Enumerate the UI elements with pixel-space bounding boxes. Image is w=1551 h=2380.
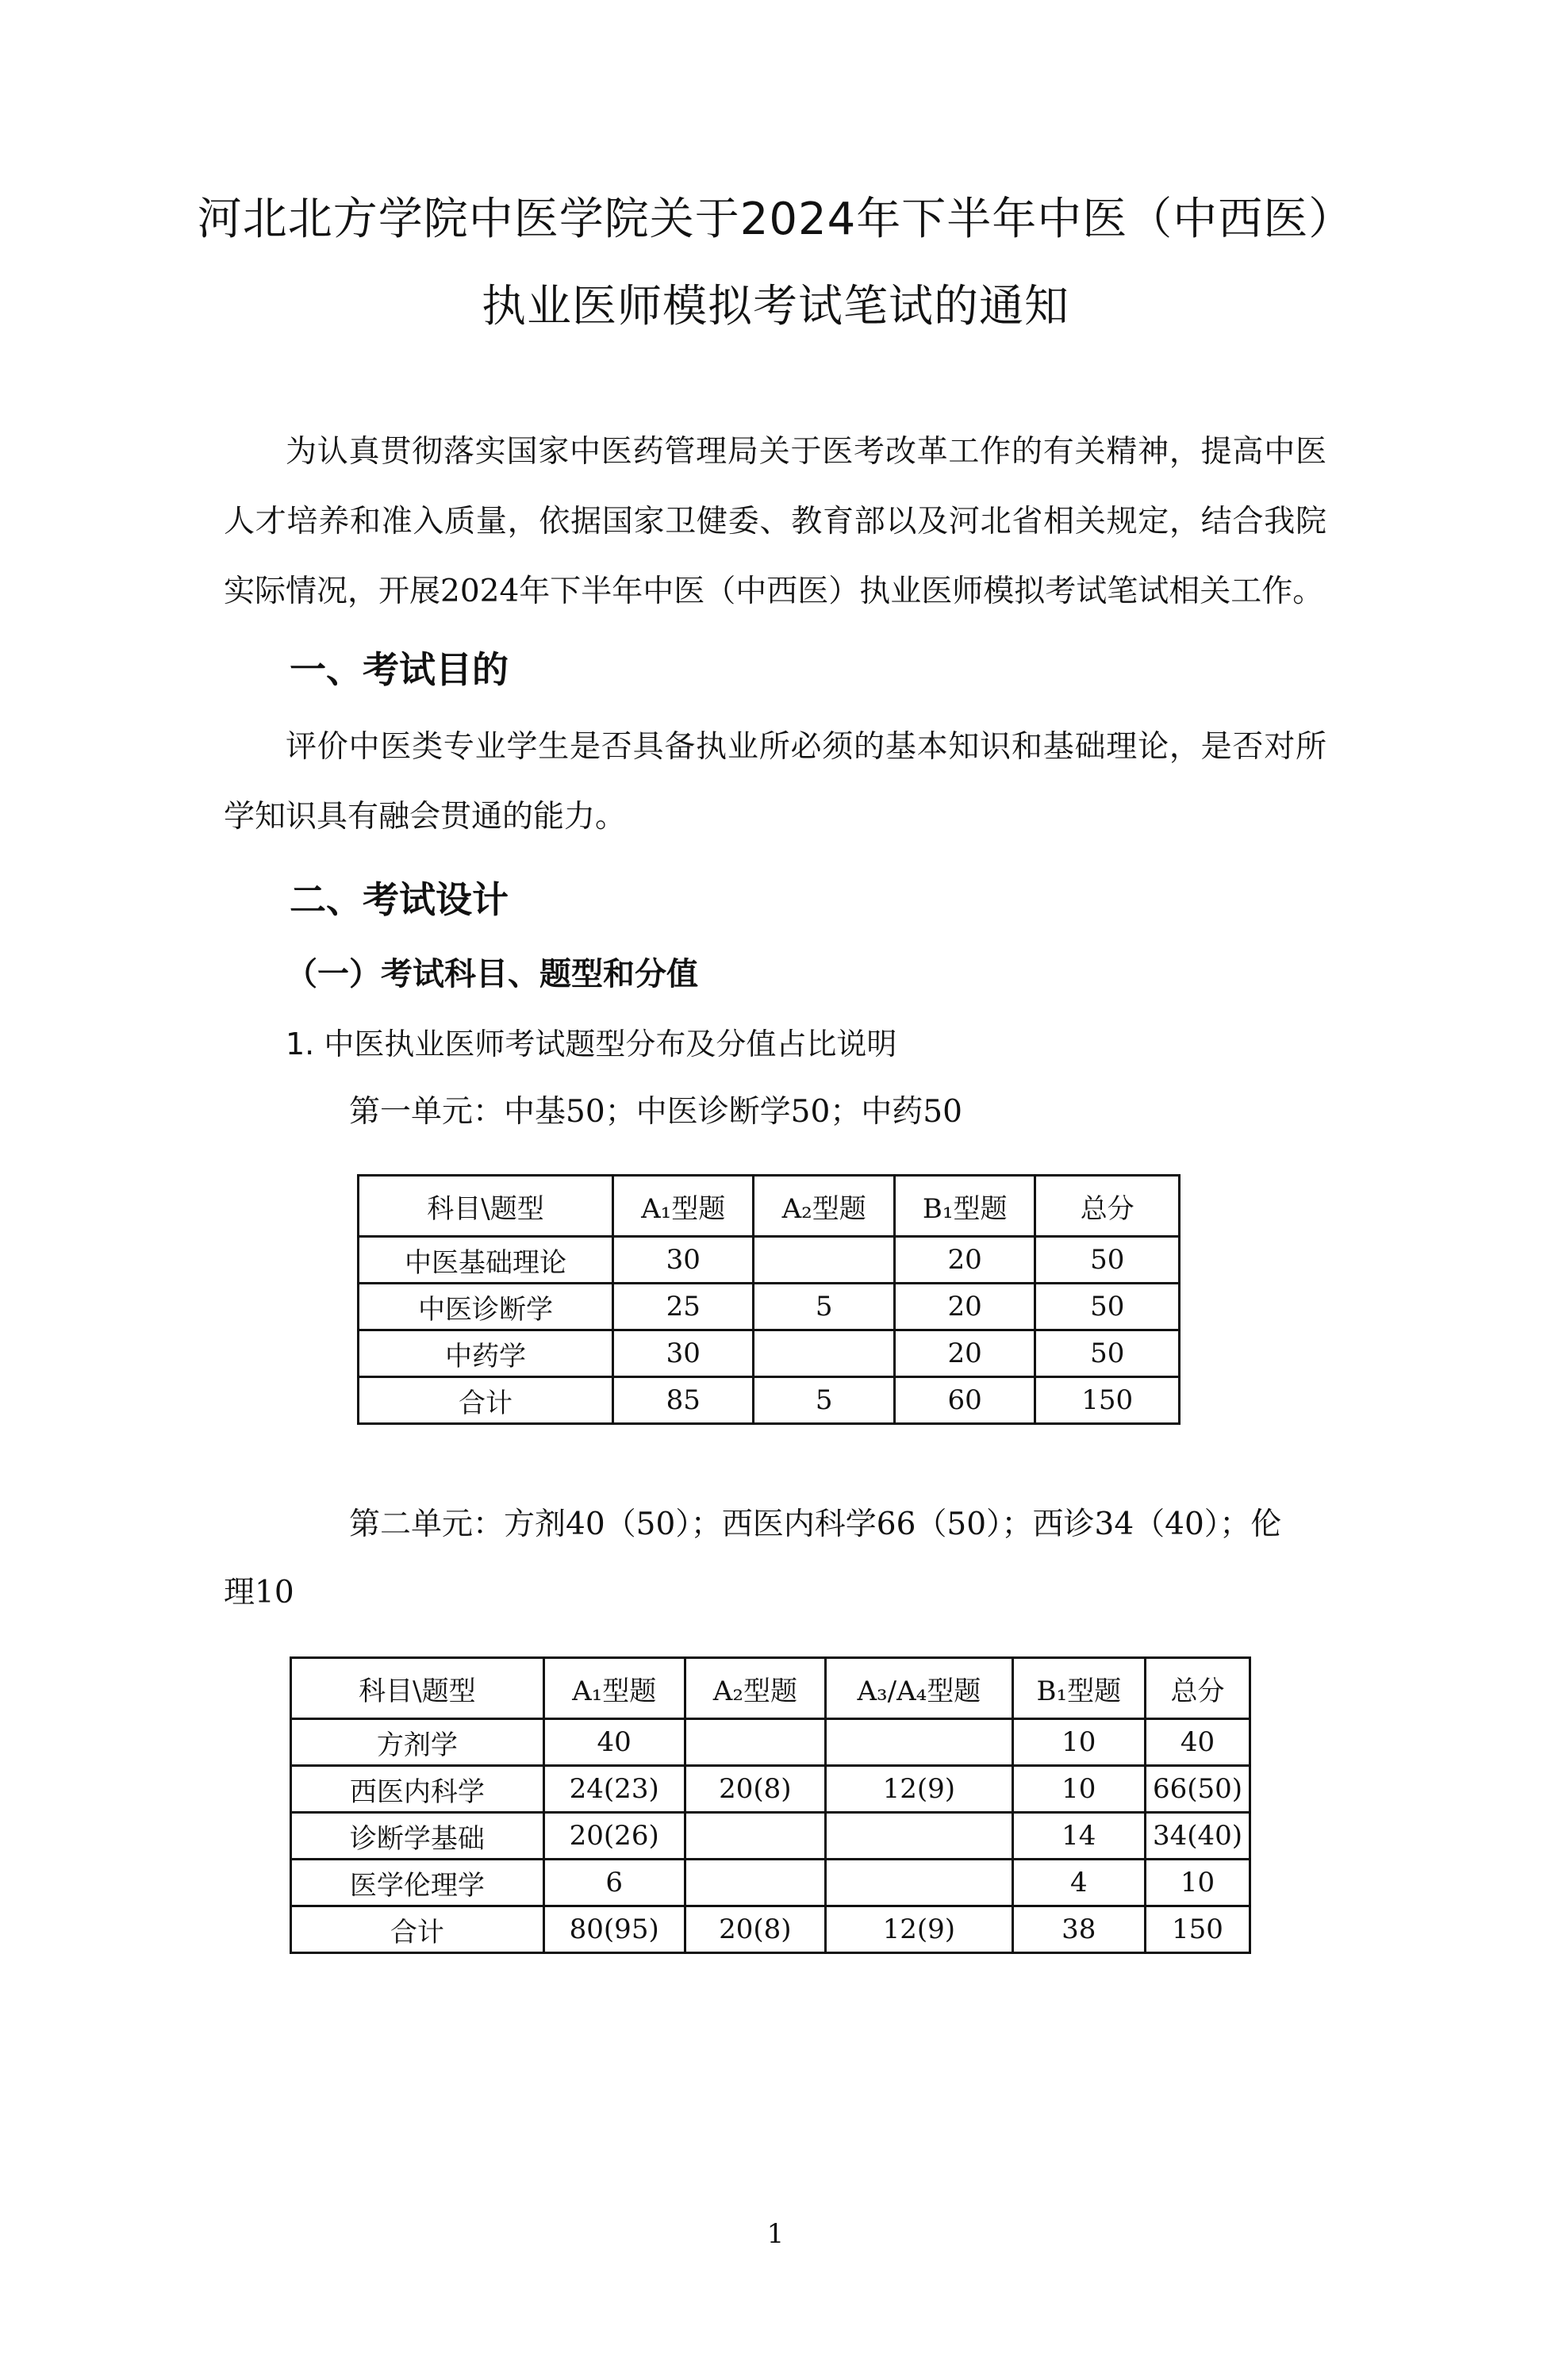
table-cell: 6 bbox=[543, 1860, 685, 1906]
subsection-1-heading: （一）考试科目、题型和分值 bbox=[286, 956, 698, 992]
table-row bbox=[359, 1377, 1180, 1424]
table-cell: 10 bbox=[1146, 1860, 1250, 1906]
section-1-heading: 一、考试目的 bbox=[290, 648, 509, 691]
table-cell: 5 bbox=[754, 1377, 894, 1424]
table-cell: 12(9) bbox=[826, 1766, 1012, 1813]
header-cell: A₃/A₄型题 bbox=[826, 1658, 1012, 1719]
header-cell: 总分 bbox=[1035, 1176, 1180, 1237]
table-cell: 50 bbox=[1035, 1330, 1180, 1377]
header-cell: B₁型题 bbox=[894, 1176, 1035, 1237]
table-cell bbox=[754, 1330, 894, 1377]
table-cell: 30 bbox=[612, 1330, 753, 1377]
unit-1-table bbox=[357, 1174, 1181, 1425]
unit-2-label-line-1: 第二单元：方剂40（50）；西医内科学66（50）；西诊34（40）；伦 bbox=[349, 1507, 1282, 1542]
table-cell: 中医诊断学 bbox=[359, 1284, 613, 1330]
table-cell: 150 bbox=[1035, 1377, 1180, 1424]
table-row bbox=[291, 1719, 1250, 1766]
table-cell: 12(9) bbox=[826, 1906, 1012, 1953]
table-cell: 10 bbox=[1012, 1719, 1145, 1766]
item-1-heading: 1. 中医执业医师考试题型分布及分值占比说明 bbox=[286, 1027, 897, 1061]
table-cell: 合计 bbox=[359, 1377, 613, 1424]
table-cell: 10 bbox=[1012, 1766, 1145, 1813]
table-cell: 30 bbox=[612, 1237, 753, 1284]
table-cell: 西医内科学 bbox=[291, 1766, 544, 1813]
table-cell: 20(26) bbox=[543, 1813, 685, 1860]
table-cell bbox=[826, 1719, 1012, 1766]
table-cell: 85 bbox=[612, 1377, 753, 1424]
table-row bbox=[291, 1813, 1250, 1860]
table-cell: 20 bbox=[894, 1330, 1035, 1377]
title-line-2: 执业医师模拟考试笔试的通知 bbox=[482, 281, 1069, 332]
table-cell: 方剂学 bbox=[291, 1719, 544, 1766]
page-number: 1 bbox=[766, 2218, 785, 2250]
table-row bbox=[291, 1860, 1250, 1906]
table-cell: 20 bbox=[894, 1237, 1035, 1284]
header-cell: A₂型题 bbox=[685, 1658, 826, 1719]
table-cell: 38 bbox=[1012, 1906, 1145, 1953]
section-1-text: 评价中医类专业学生是否具备执业所必须的基本知识和基础理论，是否对所学知识具有融会贯通的能力。 bbox=[224, 729, 1326, 835]
unit-1-label: 第一单元：中基50；中医诊断学50；中药50 bbox=[349, 1094, 962, 1130]
header-cell: A₂型题 bbox=[754, 1176, 894, 1237]
table-cell bbox=[685, 1719, 826, 1766]
table-cell: 中医基础理论 bbox=[359, 1237, 613, 1284]
table-row bbox=[291, 1906, 1250, 1953]
table-cell bbox=[685, 1860, 826, 1906]
table-header-row bbox=[291, 1658, 1250, 1719]
table-row bbox=[359, 1237, 1180, 1284]
table-cell: 14 bbox=[1012, 1813, 1145, 1860]
title-line-1: 河北北方学院中医学院关于2024年下半年中医（中西医） bbox=[197, 194, 1354, 245]
header-cell: 总分 bbox=[1146, 1658, 1250, 1719]
table-cell: 医学伦理学 bbox=[291, 1860, 544, 1906]
table-row bbox=[291, 1766, 1250, 1813]
unit-2-label-line-2: 理10 bbox=[224, 1575, 294, 1610]
table-cell: 中药学 bbox=[359, 1330, 613, 1377]
table-cell: 25 bbox=[612, 1284, 753, 1330]
header-cell: 科目\题型 bbox=[291, 1658, 544, 1719]
table-cell: 66(50) bbox=[1146, 1766, 1250, 1813]
header-cell: A₁型题 bbox=[612, 1176, 753, 1237]
table-cell: 40 bbox=[543, 1719, 685, 1766]
table-row bbox=[359, 1330, 1180, 1377]
table-cell: 50 bbox=[1035, 1237, 1180, 1284]
header-cell: 科目\题型 bbox=[359, 1176, 613, 1237]
table-cell: 4 bbox=[1012, 1860, 1145, 1906]
table-cell: 50 bbox=[1035, 1284, 1180, 1330]
table-cell bbox=[826, 1860, 1012, 1906]
table-cell bbox=[826, 1813, 1012, 1860]
intro-paragraph: 为认真贯彻落实国家中医药管理局关于医考改革工作的有关精神，提高中医人才培养和准入质量，依据国家卫健委、教育部以及河北省相关规定，结合我院实际情况，开展2024年下半年中医（中西医）执业医师模拟考试笔试相关工作。 bbox=[224, 434, 1326, 609]
table-cell: 合计 bbox=[291, 1906, 544, 1953]
section-2-heading: 二、考试设计 bbox=[290, 878, 509, 921]
table-cell: 5 bbox=[754, 1284, 894, 1330]
table-cell: 80(95) bbox=[543, 1906, 685, 1953]
table-cell: 20 bbox=[894, 1284, 1035, 1330]
header-cell: A₁型题 bbox=[543, 1658, 685, 1719]
table-cell: 24(23) bbox=[543, 1766, 685, 1813]
table-cell: 34(40) bbox=[1146, 1813, 1250, 1860]
unit-2-table bbox=[290, 1656, 1251, 1954]
table-cell: 20(8) bbox=[685, 1766, 826, 1813]
table-header-row bbox=[359, 1176, 1180, 1237]
table-cell: 20(8) bbox=[685, 1906, 826, 1953]
table-cell: 40 bbox=[1146, 1719, 1250, 1766]
table-cell: 60 bbox=[894, 1377, 1035, 1424]
header-cell: B₁型题 bbox=[1012, 1658, 1145, 1719]
table-cell bbox=[685, 1813, 826, 1860]
table-cell: 150 bbox=[1146, 1906, 1250, 1953]
table-cell bbox=[754, 1237, 894, 1284]
table-row bbox=[359, 1284, 1180, 1330]
table-cell: 诊断学基础 bbox=[291, 1813, 544, 1860]
